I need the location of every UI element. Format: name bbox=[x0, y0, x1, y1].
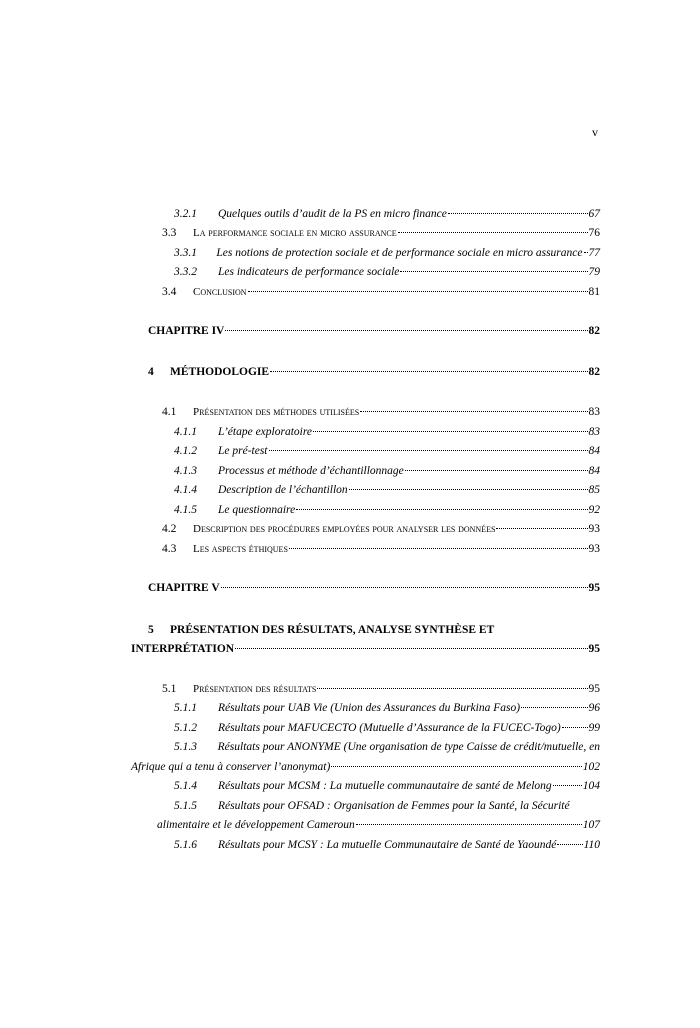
entry-page: 84 bbox=[588, 465, 600, 477]
entry-title: Résultats pour OFSAD : Organisation de Femmes pour la Santé, la Sécurité bbox=[218, 800, 570, 812]
entry-number: 5 bbox=[148, 624, 154, 636]
entry-number: 5.1.5 bbox=[174, 800, 197, 812]
entry-page: 99 bbox=[588, 722, 600, 734]
dot-leader bbox=[398, 232, 588, 233]
entry-number: 5.1.4 bbox=[174, 780, 197, 792]
entry-number: 3.3 bbox=[162, 227, 177, 239]
entry-page: 107 bbox=[582, 819, 600, 831]
page-number: v bbox=[592, 125, 598, 139]
dot-leader bbox=[313, 431, 588, 432]
entry-title: PRÉSENTATION DES RÉSULTATS, ANALYSE SYNTHÈSE ET bbox=[170, 624, 495, 636]
toc-entry[interactable] bbox=[162, 682, 600, 697]
toc-entry[interactable] bbox=[174, 444, 600, 459]
dot-leader bbox=[225, 330, 587, 331]
toc-entry[interactable] bbox=[174, 425, 600, 440]
dot-leader bbox=[356, 824, 582, 825]
dot-leader bbox=[269, 450, 588, 451]
dot-leader bbox=[235, 648, 587, 649]
entry-number: 3.3.2 bbox=[174, 266, 197, 278]
dot-leader bbox=[496, 528, 587, 529]
entry-page: 93 bbox=[588, 523, 600, 535]
dot-leader bbox=[349, 489, 588, 490]
dot-leader bbox=[331, 766, 581, 767]
entry-number: 5.1.1 bbox=[174, 702, 197, 714]
entry-title: Description des procédures employées pour analyser les données bbox=[193, 523, 496, 535]
toc-entry[interactable] bbox=[162, 542, 600, 557]
toc-entry[interactable] bbox=[148, 324, 600, 339]
entry-title: Résultats pour UAB Vie (Union des Assurances du Burkina Faso) bbox=[218, 702, 521, 714]
entry-title: Présentation des résultats bbox=[193, 683, 317, 695]
entry-page: 92 bbox=[588, 504, 600, 516]
dot-leader bbox=[296, 509, 587, 510]
entry-title: Résultats pour MCSY : La mutuelle Communautaire de Santé de Yaoundé bbox=[218, 839, 557, 851]
toc-entry[interactable] bbox=[174, 207, 600, 222]
entry-number: 4.2 bbox=[162, 523, 177, 535]
entry-title: Les indicateurs de performance sociale bbox=[218, 266, 400, 278]
entry-number: 5.1 bbox=[162, 683, 177, 695]
entry-title: CHAPITRE V bbox=[148, 582, 220, 594]
toc-entry[interactable] bbox=[174, 483, 600, 498]
entry-title: Présentation des méthodes utilisées bbox=[193, 406, 360, 418]
dot-leader bbox=[521, 707, 587, 708]
dot-leader bbox=[553, 785, 582, 786]
entry-title: L’étape exploratoire bbox=[218, 426, 312, 438]
entry-title: Le pré-test bbox=[218, 445, 268, 457]
entry-title: La performance sociale en micro assurance bbox=[193, 227, 397, 239]
entry-page: 95 bbox=[588, 582, 600, 594]
toc-entry[interactable] bbox=[174, 721, 600, 736]
toc-entry[interactable] bbox=[148, 581, 600, 596]
entry-title: Description de l’échantillon bbox=[218, 484, 348, 496]
entry-page: 85 bbox=[588, 484, 600, 496]
toc-entry[interactable] bbox=[174, 799, 600, 814]
entry-page: 82 bbox=[588, 366, 600, 378]
entry-title: CHAPITRE IV bbox=[148, 325, 225, 337]
entry-number: 4 bbox=[148, 366, 154, 378]
entry-title-continuation: INTERPRÉTATION bbox=[131, 643, 235, 655]
entry-page: 76 bbox=[588, 227, 600, 239]
toc-entry[interactable] bbox=[174, 246, 600, 261]
entry-title: Le questionnaire bbox=[218, 504, 296, 516]
entry-title: Quelques outils d’audit de la PS en micro finance bbox=[218, 208, 447, 220]
dot-leader bbox=[317, 688, 587, 689]
toc-entry[interactable] bbox=[174, 701, 600, 716]
dot-leader bbox=[448, 213, 588, 214]
entry-number: 4.1 bbox=[162, 406, 177, 418]
entry-page: 95 bbox=[588, 683, 600, 695]
toc-entry[interactable] bbox=[148, 365, 600, 380]
toc-entry[interactable] bbox=[148, 623, 600, 638]
dot-leader bbox=[248, 291, 588, 292]
toc-entry[interactable] bbox=[162, 522, 600, 537]
entry-number: 4.1.4 bbox=[174, 484, 197, 496]
entry-page: 82 bbox=[588, 325, 600, 337]
toc-entry[interactable] bbox=[162, 226, 600, 241]
toc-entry-continuation bbox=[131, 642, 600, 657]
entry-title-continuation: alimentaire et le développement Cameroun bbox=[157, 819, 355, 831]
entry-page: 67 bbox=[588, 208, 600, 220]
entry-page: 83 bbox=[588, 426, 600, 438]
toc-entry[interactable] bbox=[174, 503, 600, 518]
entry-title: Résultats pour MAFUCECTO (Mutuelle d’Assurance de la FUCEC-Togo) bbox=[218, 722, 561, 734]
entry-number: 3.3.1 bbox=[174, 247, 197, 259]
entry-number: 4.1.5 bbox=[174, 504, 197, 516]
dot-leader bbox=[562, 727, 588, 728]
dot-leader bbox=[584, 252, 588, 253]
dot-leader bbox=[221, 587, 588, 588]
entry-number: 5.1.6 bbox=[174, 839, 197, 851]
entry-page: 84 bbox=[588, 445, 600, 457]
entry-page: 102 bbox=[582, 761, 600, 773]
entry-page: 104 bbox=[582, 780, 600, 792]
entry-page: 95 bbox=[588, 643, 600, 655]
toc-entry[interactable] bbox=[174, 464, 600, 479]
toc-entry-continuation bbox=[131, 760, 600, 775]
entry-page: 77 bbox=[588, 247, 600, 259]
toc-entry[interactable] bbox=[174, 740, 600, 755]
entry-title: Les aspects éthiques bbox=[193, 543, 288, 555]
toc-entry[interactable] bbox=[174, 779, 600, 794]
entry-number: 4.1.2 bbox=[174, 445, 197, 457]
entry-number: 4.1.1 bbox=[174, 426, 197, 438]
entry-number: 4.1.3 bbox=[174, 465, 197, 477]
entry-page: 110 bbox=[583, 839, 600, 851]
toc-entry-continuation bbox=[157, 818, 600, 833]
entry-number: 3.4 bbox=[162, 286, 177, 298]
entry-page: 79 bbox=[588, 266, 600, 278]
toc-entry[interactable] bbox=[174, 838, 600, 853]
entry-title: Les notions de protection sociale et de performance sociale en micro assurance bbox=[216, 247, 583, 259]
entry-page: 81 bbox=[588, 286, 600, 298]
entry-number: 4.3 bbox=[162, 543, 177, 555]
entry-page: 93 bbox=[588, 543, 600, 555]
entry-number: 5.1.3 bbox=[174, 741, 197, 753]
toc-entry[interactable] bbox=[162, 285, 600, 300]
entry-title: Résultats pour MCSM : La mutuelle communautaire de santé de Melong bbox=[218, 780, 552, 792]
entry-number: 3.2.1 bbox=[174, 208, 197, 220]
entry-title: Résultats pour ANONYME (Une organisation de type Caisse de crédit/mutuelle, en bbox=[217, 741, 600, 753]
entry-page: 83 bbox=[588, 406, 600, 418]
entry-page: 96 bbox=[588, 702, 600, 714]
entry-title: Conclusion bbox=[193, 286, 247, 298]
entry-title: Processus et méthode d’échantillonnage bbox=[218, 465, 404, 477]
toc-entry[interactable] bbox=[174, 265, 600, 280]
dot-leader bbox=[405, 470, 588, 471]
entry-title: MÉTHODOLOGIE bbox=[170, 366, 270, 378]
entry-number: 5.1.2 bbox=[174, 722, 197, 734]
dot-leader bbox=[557, 844, 582, 845]
dot-leader bbox=[270, 371, 587, 372]
dot-leader bbox=[360, 411, 587, 412]
entry-title-continuation: Afrique qui a tenu à conserver l’anonymat) bbox=[131, 761, 331, 773]
dot-leader bbox=[400, 271, 587, 272]
dot-leader bbox=[289, 548, 588, 549]
toc-entry[interactable] bbox=[162, 405, 600, 420]
